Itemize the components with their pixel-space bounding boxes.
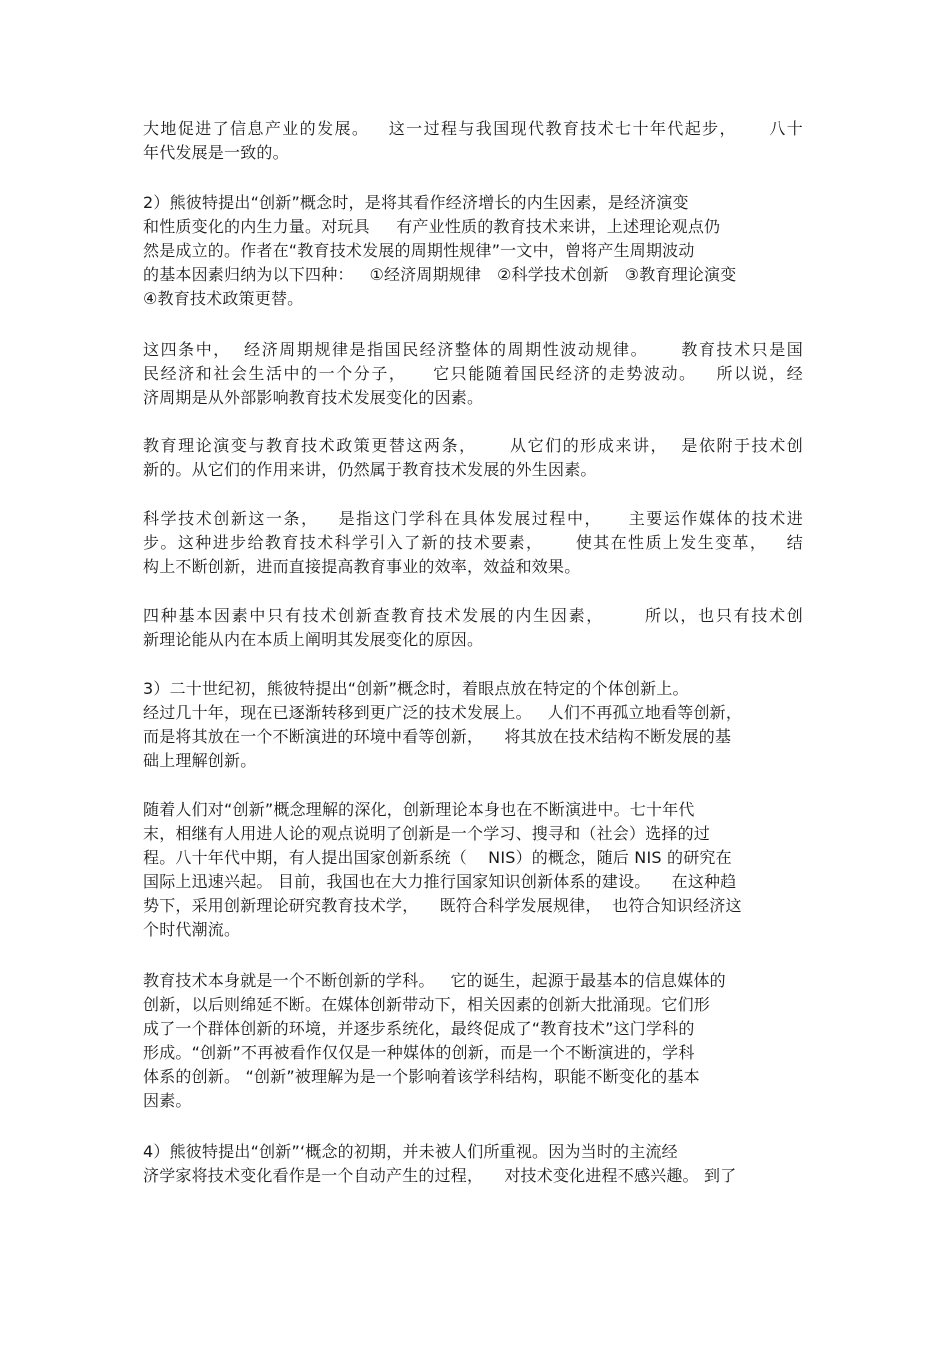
text-line: 教育技术本身就是一个不断创新的学科。 它的诞生，起源于最基本的信息媒体的	[143, 971, 726, 990]
text-line: 4）熊彼特提出“创新”‘概念的初期，并未被人们所重视。因为当时的主流经	[143, 1142, 678, 1161]
paragraph-3	[143, 338, 813, 410]
text-line: 的基本因素归纳为以下四种： ①经济周期规律 ②科学技术创新 ③教育理论演变	[143, 265, 737, 284]
text-line: 势下，采用创新理论研究教育技术学， 既符合科学发展规律， 也符合知识经济这	[143, 896, 742, 915]
text-line: 3）二十世纪初，熊彼特提出“创新”概念时，着眼点放在特定的个体创新上。	[143, 679, 689, 698]
text-line: 和性质变化的内生力量。对玩具 有产业性质的教育技术来讲，上述理论观点仍	[143, 217, 721, 236]
text-line: 础上理解创新。	[143, 751, 257, 770]
paragraph-2	[143, 191, 813, 311]
text-line: 形成。“创新”不再被看作仅仅是一种媒体的创新，而是一个不断演进的，学科	[143, 1043, 695, 1062]
text-line: 济学家将技术变化看作是一个自动产生的过程， 对技术变化进程不感兴趣。 到了	[143, 1166, 737, 1185]
text-line: 济周期是从外部影响教育技术发展变化的因素。	[143, 388, 484, 407]
text-line: 国际上迅速兴起。 目前，我国也在大力推行国家知识创新体系的建设。 在这种趋	[143, 872, 737, 891]
paragraph-9	[143, 969, 813, 1113]
text-line: 新理论能从内在本质上阐明其发展变化的原因。	[143, 630, 484, 649]
text-line: 而是将其放在一个不断演进的环境中看等创新， 将其放在技术结构不断发展的基	[143, 727, 732, 746]
text-line: 2）熊彼特提出“创新”概念时，是将其看作经济增长的内生因素，是经济演变	[143, 193, 689, 212]
paragraph-7	[143, 677, 813, 773]
text-line: 新的。从它们的作用来讲，仍然属于教育技术发展的外生因素。	[143, 460, 597, 479]
paragraph-8	[143, 798, 813, 942]
text-line: 步。这种进步给教育技术科学引入了新的技术要素， 使其在性质上发生变革， 结	[143, 533, 803, 552]
paragraph-10	[143, 1140, 813, 1188]
text-line: 四种基本因素中只有技术创新查教育技术发展的内生因素， 所以，也只有技术创	[143, 606, 803, 625]
text-line: 体系的创新。 “创新”被理解为是一个影响着该学科结构，职能不断变化的基本	[143, 1067, 700, 1086]
text-line: 个时代潮流。	[143, 920, 241, 939]
paragraph-1	[143, 117, 813, 165]
text-line: 然是成立的。作者在“教育技术发展的周期性规律”一文中，曾将产生周期波动	[143, 241, 695, 260]
text-line: 成了一个群体创新的环境，并逐步系统化，最终促成了“教育技术”这门学科的	[143, 1019, 695, 1038]
text-line: 随着人们对“创新”概念理解的深化，创新理论本身也在不断演进中。七十年代	[143, 800, 695, 819]
text-line: 末，相继有人用进人论的观点说明了创新是一个学习、搜寻和（社会）选择的过	[143, 824, 711, 843]
text-line: 创新，以后则绵延不断。在媒体创新带动下，相关因素的创新大批涌现。它们形	[143, 995, 711, 1014]
text-line: 科学技术创新这一条， 是指这门学科在具体发展过程中， 主要运作媒体的技术进	[143, 509, 803, 528]
text-line: 程。八十年代中期，有人提出国家创新系统（ NIS）的概念，随后 NIS 的研究在	[143, 848, 732, 867]
paragraph-6	[143, 604, 813, 652]
text-line: 经过几十年，现在已逐渐转移到更广泛的技术发展上。 人们不再孤立地看等创新，	[143, 703, 743, 722]
paragraph-4	[143, 434, 813, 482]
text-line: ④教育技术政策更替。	[143, 289, 304, 308]
paragraph-5	[143, 507, 813, 579]
text-line: 民经济和社会生活中的一个分子， 它只能随着国民经济的走势波动。 所以说，经	[143, 364, 803, 383]
text-line: 这四条中， 经济周期规律是指国民经济整体的周期性波动规律。 教育技术只是国	[143, 340, 803, 359]
text-line: 因素。	[143, 1091, 192, 1110]
text-line: 年代发展是一致的。	[143, 143, 289, 162]
text-line: 教育理论演变与教育技术政策更替这两条， 从它们的形成来讲， 是依附于技术创	[143, 436, 803, 455]
text-line: 大地促进了信息产业的发展。 这一过程与我国现代教育技术七十年代起步， 八十	[143, 119, 803, 138]
text-line: 构上不断创新，进而直接提高教育事业的效率，效益和效果。	[143, 557, 581, 576]
